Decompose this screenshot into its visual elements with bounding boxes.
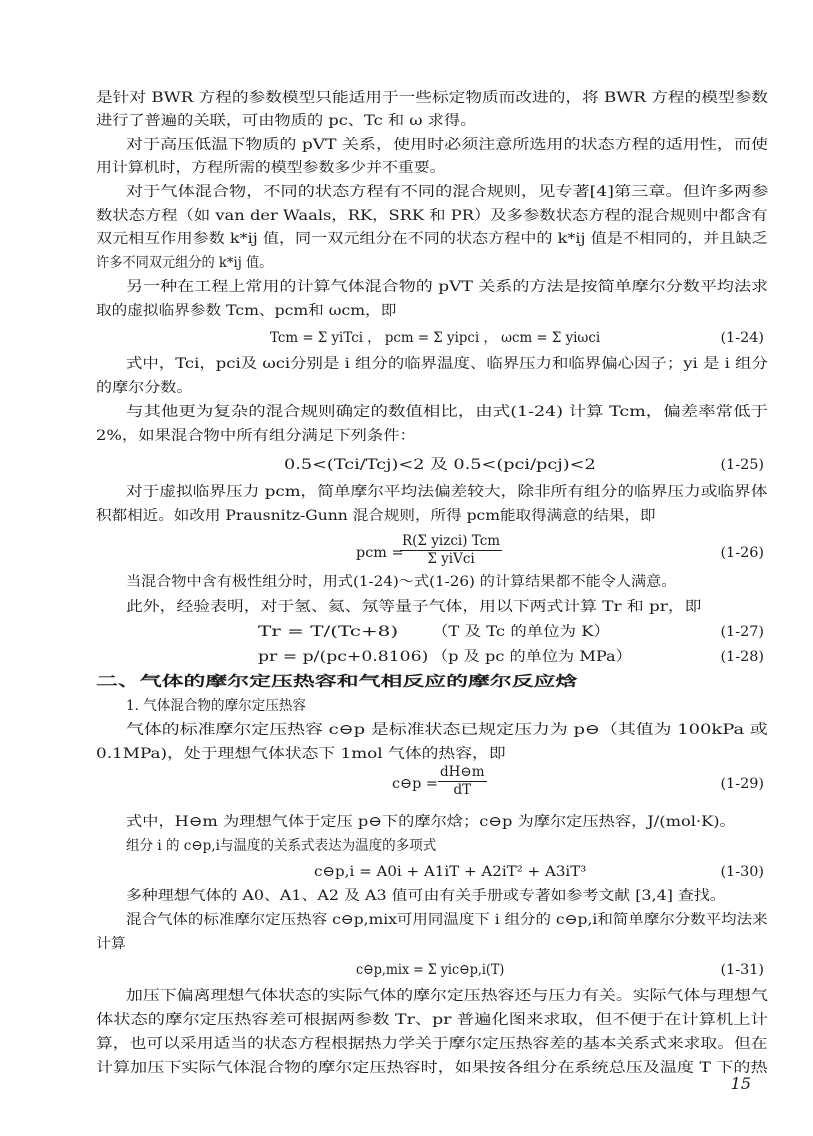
equation-text: c⊖p,i = A0i + A1iT + A2iT² + A3iT³ xyxy=(314,864,587,880)
heading-text: 1. 气体混合物的摩尔定压热容 xyxy=(126,698,306,714)
text-line xyxy=(0,570,813,594)
section-heading xyxy=(0,670,813,694)
fraction xyxy=(438,764,487,799)
paragraph-text: 算，也可以采用适当的状态方程根据热力学关于摩尔定压热容差的基本关系式来求取。但在 xyxy=(96,1036,768,1052)
equation-number: (1-27) xyxy=(720,624,764,640)
fraction-denominator: dT xyxy=(453,782,472,798)
equation-1-26 xyxy=(0,531,813,575)
text-line xyxy=(0,400,813,424)
paragraph-text: 计算加压下实际气体混合物的摩尔定压热容时，如果按各组分在系统总压及温度 T 下的热 xyxy=(96,1060,768,1076)
text-line xyxy=(0,884,813,908)
heading-text: 二、气体的摩尔定压热容和气相反应的摩尔反应焓 xyxy=(96,674,578,690)
paragraph-text: 对于气体混合物，不同的状态方程有不同的混合规则，见专著[4]第三章。但许多两参 xyxy=(126,184,769,200)
equation-note: （p 及 pc 的单位为 MPa） xyxy=(432,649,632,665)
text-line xyxy=(0,86,813,110)
text-line xyxy=(0,1032,813,1056)
text-line xyxy=(0,180,813,204)
text-line xyxy=(0,156,813,180)
paragraph-text: 加压下偏离理想气体状态的实际气体的摩尔定压热容还与压力有关。实际气体与理想气 xyxy=(126,988,768,1004)
paragraph-text: 与其他更为复杂的混合规则确定的数值相比，由式(1-24) 计算 Tcm，偏差率常低于 xyxy=(126,404,769,420)
equation-number: (1-31) xyxy=(720,962,764,978)
text-line xyxy=(0,424,813,448)
paragraph-text: 对于高压低温下物质的 pVT 关系，使用时必须注意所选用的状态方程的适用性，而使 xyxy=(126,137,769,153)
text-line xyxy=(0,932,813,956)
paragraph-text: 多种理想气体的 A0、A1、A2 及 A3 值可由有关手册或专著如参考文献 [3,4] 查找。 xyxy=(126,888,726,904)
fraction-numerator: dH⊖m xyxy=(440,764,485,780)
paragraph-text: 组分 i 的 c⊖p,i与温度的关系式表达为温度的多项式 xyxy=(126,838,437,854)
paragraph-text: 另一种在工程上常用的计算气体混合物的 pVT 关系的方法是按简单摩尔分数平均法求 xyxy=(126,279,769,295)
paragraph-text: 当混合物中含有极性组分时，用式(1-24)～式(1-26) 的计算结果都不能令人满意。 xyxy=(126,574,677,590)
text-line xyxy=(0,908,813,932)
equation-number: (1-28) xyxy=(720,649,764,665)
text-line xyxy=(0,251,813,275)
text-line xyxy=(0,810,813,834)
text-line xyxy=(0,352,813,376)
equation-lhs: c⊖p = xyxy=(392,776,438,792)
text-line xyxy=(0,227,813,251)
paragraph-text: 取的虚拟临界参数 Tcm、pcm和 ωcm，即 xyxy=(96,303,397,319)
paragraph-text: 的摩尔分数。 xyxy=(96,380,193,396)
equation-text: c⊖p,mix = Σ yic⊖p,i(T) xyxy=(356,962,505,978)
page-number: 15 xyxy=(730,1074,751,1093)
equation-1-28 xyxy=(0,645,813,669)
fraction-denominator: Σ yiVci xyxy=(427,551,475,567)
paragraph-text: 体状态的摩尔定压热容差可根据两参数 Tr、pr 普遍化图来求取，但不便于在计算机上计 xyxy=(96,1012,768,1028)
paragraph-text: 用计算机时，方程所需的模型参数多少并不重要。 xyxy=(96,160,446,176)
text-line xyxy=(0,718,813,742)
paragraph-text: 对于虚拟临界压力 pcm，简单摩尔平均法偏差较大，除非所有组分的临界压力或临界体 xyxy=(126,484,768,500)
subsection-heading xyxy=(0,694,813,718)
paragraph-text: 双元相互作用参数 k*ij 值，同一双元组分在不同的状态方程中的 k*ij 值是不相同的，并且缺乏 xyxy=(96,231,768,247)
equation-number: (1-29) xyxy=(720,776,764,792)
text-line xyxy=(0,1056,813,1080)
equation-text: 0.5<(Tci/Tcj)<2 及 0.5<(pci/pcj)<2 xyxy=(284,457,596,473)
equation-text: Tr = T/(Tc+8) xyxy=(258,624,399,640)
paragraph-text: 许多不同双元组分的 k*ij 值。 xyxy=(96,255,273,271)
text-line xyxy=(0,595,813,619)
paragraph-text: 数状态方程（如 van der Waals，RK，SRK 和 PR）及多参数状态方程的混合规则中都含有 xyxy=(96,208,768,224)
equation-number: (1-25) xyxy=(720,457,764,473)
equation-1-24 xyxy=(0,326,813,350)
equation-lhs: pcm = xyxy=(356,545,404,561)
paragraph-text: 混合气体的标准摩尔定压热容 c⊖p,mix可用同温度下 i 组分的 c⊖p,i和简单摩尔分数平均法来 xyxy=(126,912,768,928)
paragraph-text: 0.1MPa)，处于理想气体状态下 1mol 气体的热容，即 xyxy=(96,746,506,762)
equation-1-29 xyxy=(0,762,813,806)
text-line xyxy=(0,204,813,228)
text-line xyxy=(0,376,813,400)
equation-1-31 xyxy=(0,958,813,982)
equation-number: (1-24) xyxy=(720,330,764,346)
paragraph-text: 式中，Tci，pci及 ωci分别是 i 组分的临界温度、临界压力和临界偏心因子；yi 是 i 组分 xyxy=(126,356,768,372)
paragraph-text: 计算 xyxy=(96,936,126,952)
equation-1-30 xyxy=(0,860,813,884)
text-line xyxy=(0,480,813,504)
paragraph-text: 此外，经验表明，对于氢、氦、氖等量子气体，用以下两式计算 Tr 和 pr，即 xyxy=(126,599,702,615)
fraction-numerator: R(Σ yizci) Tcm xyxy=(402,533,501,549)
text-line xyxy=(0,984,813,1008)
equation-text: Tcm = Σ yiTci ， pcm = Σ yipci ， ωcm = Σ yiωci xyxy=(270,330,601,346)
paragraph-text: 进行了普遍的关联，可由物质的 pc、Tc 和 ω 求得。 xyxy=(96,113,477,129)
text-line xyxy=(0,299,813,323)
text-line xyxy=(0,275,813,299)
equation-number: (1-30) xyxy=(720,864,764,880)
paragraph-text: 是针对 BWR 方程的参数模型只能适用于一些标定物质而改进的，将 BWR 方程的模型参数 xyxy=(96,90,768,106)
paragraph-text: 积都相近。如改用 Prausnitz-Gunn 混合规则，所得 pcm能取得满意的结果，即 xyxy=(96,508,656,524)
text-line xyxy=(0,133,813,157)
equation-1-25 xyxy=(0,453,813,477)
paragraph-text: 气体的标准摩尔定压热容 c⊖p 是标准状态已规定压力为 p⊖（其值为 100kPa 或 xyxy=(126,722,768,738)
text-line xyxy=(0,834,813,858)
equation-number: (1-26) xyxy=(720,545,764,561)
fraction xyxy=(400,533,502,568)
text-line xyxy=(0,1008,813,1032)
equation-1-27 xyxy=(0,620,813,644)
paragraph-text: 2%，如果混合物中所有组分满足下列条件： xyxy=(96,428,416,444)
text-line xyxy=(0,109,813,133)
equation-note: （T 及 Tc 的单位为 K） xyxy=(432,624,610,640)
paragraph-text: 式中，H⊖m 为理想气体于定压 p⊖下的摩尔焓；c⊖p 为摩尔定压热容，J/(mol·K)。 xyxy=(126,814,736,830)
text-line xyxy=(0,504,813,528)
equation-text: pr = p/(pc+0.8106) xyxy=(258,649,429,665)
